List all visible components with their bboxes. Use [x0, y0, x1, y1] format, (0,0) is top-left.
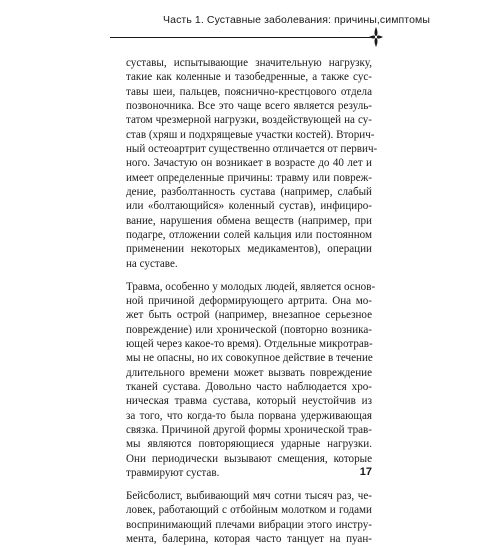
text-line: такие как коленные и тазобедренные, а также сус- [126, 71, 372, 84]
text-line: дение, разболтанность сустава (например, слабый [126, 186, 372, 199]
text-line: ной причиной деформирующего артрита. Она мо- [126, 295, 372, 307]
text-line: татом чрезмерной нагрузки, воздействующей на су- [126, 114, 372, 127]
text-line: жет быть острой (например, внезапное серьезное [126, 309, 372, 322]
paragraph [126, 280, 376, 481]
text-line: суставы, испытывающие значительную нагрузку, [126, 57, 372, 69]
text-line: за того, что когда-то была порвана удерживающая [126, 409, 372, 422]
text-line: связка. Причиной другой формы хронической трав- [126, 424, 372, 437]
paragraph [126, 56, 378, 271]
text-line: Травма, особенно у молодых людей, является основ- [126, 280, 376, 293]
floral-ornament-icon [368, 26, 384, 48]
text-line: ловек, работающий с отбойным молотком и годами [126, 504, 372, 517]
text-line: мы не опасны, но их совокупное действие в течение [126, 352, 373, 365]
text-line: тавы шеи, пальцев, пояснично-крестцового отдела [126, 85, 372, 98]
header-rule [110, 37, 372, 38]
text-line: ющей через какое-то время). Отдельные микротрав- [126, 338, 373, 351]
paragraph [126, 489, 372, 546]
text-line: мента, балерина, которая часто танцует на пуан- [126, 533, 372, 545]
text-line: вание, нарушения обмена веществ (например, при [126, 214, 372, 227]
text-line: длительного времени может вызвать повреждение [126, 366, 372, 379]
text-line: позвоночника. Все это чаще всего является резуль- [126, 100, 372, 113]
text-line: ный остеоартрит существенно отличается от первич- [126, 143, 378, 156]
text-line: травмируют сустав. [126, 467, 220, 480]
text-line: повреждение) или хронической (повторно возника- [126, 323, 372, 336]
text-line: мы являются повторяющиеся ударные нагрузки. [126, 438, 372, 451]
text-line: на суставе. [126, 257, 178, 270]
text-line: или «болтающийся» коленный сустав), инфициро- [126, 200, 372, 213]
text-line: применении некоторых медикаментов), операции [126, 243, 372, 256]
text-line: подагре, отложении солей кальция или постоянном [126, 229, 372, 242]
text-line: ного. Зачастую он возникает в возрасте до 40 лет и [126, 157, 372, 170]
text-line: ническая травма сустава, который неустойчив из [126, 395, 372, 408]
paragraph-gap [126, 271, 372, 280]
body-text [126, 56, 378, 546]
text-line: воспринимающий плечами вибрации этого инстру- [126, 518, 372, 531]
running-head: Часть 1. Суставные заболевания: причины,симптомы [163, 14, 430, 26]
text-line: став (хряш и подхрящевые участки костей). Вторич- [126, 128, 375, 141]
page-number: 17 [359, 466, 372, 478]
text-line: Они периодически вызывают смещения, которые [126, 452, 372, 465]
paragraph-gap [126, 480, 372, 489]
text-line: тканей сустава. Довольно часто наблюдается хро- [126, 381, 372, 394]
text-line: имеет определенные причины: травму или повреж- [126, 171, 372, 184]
text-line: Бейсболист, выбивающий мяч сотни тысяч раз, че- [126, 489, 372, 502]
